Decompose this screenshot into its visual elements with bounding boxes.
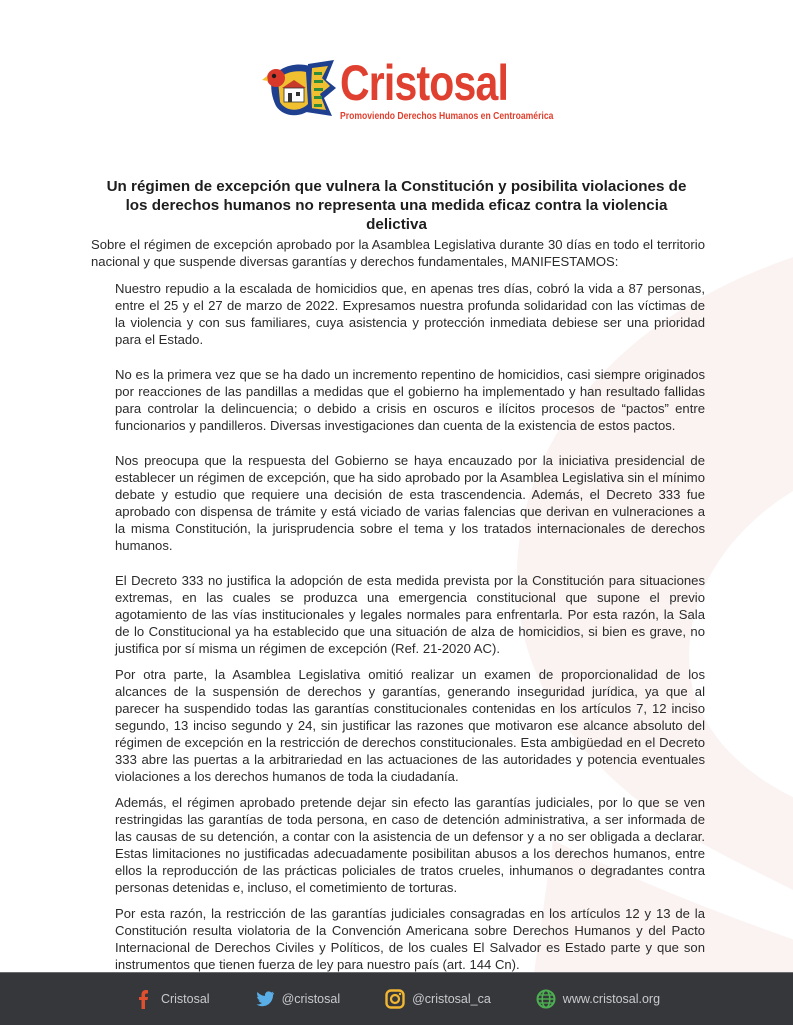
bird-house-logo-icon bbox=[262, 58, 338, 124]
facebook-label: Cristosal bbox=[160, 992, 210, 1006]
twitter-link[interactable] bbox=[254, 988, 341, 1010]
statement-paragraph: Por otra parte, la Asamblea Legislativa omitió realizar un examen de proporcionalidad de los alcances de la suspensión de derechos y garantías, generando inseguridad jurídica, ya que al parecer ha suspendido todas las garantías constitucionales contenidas en los artículos 7, 12 inciso segundo, 13 inciso segundo y 24, sin justificar las razones que motivaron ese alcance absoluto del régimen de excepción en la restricción de derechos constitucionales. Esta ambigüedad en el Decreto 333 abre las puertas a la arbitrariedad en las actuaciones de las autoridades y potencia eventuales violaciones a los derechos humanos de toda la ciudadanía. bbox=[115, 667, 705, 784]
brand-name: Cristosal bbox=[340, 55, 509, 111]
globe-icon bbox=[535, 988, 557, 1010]
statement-paragraph: Nos preocupa que la respuesta del Gobierno se haya encauzado por la iniciativa presidencial de establecer un régimen de excepción, que ha sido aprobado por la Asamblea Legislativa sin el mínimo debate y estudio que requiere una decisión de esta trascendencia. Además, el Decreto 333 fue aprobado con dispensa de trámite y está viciado de varias falencias que derivan en vulneraciones a la misma Constitución, la jurisprudencia sobre el tema y los tratados internacionales de derechos humanos. bbox=[115, 453, 705, 553]
statement-paragraph: Por esta razón, la restricción de las garantías judiciales consagradas en los artículos 12 y 13 de la Constitución resulta violatoria de la Convención Americana sobre Derechos Humanos y del Pacto Internacional de Derechos Civiles y Políticos, de los cuales El Salvador es Estado parte y que son instrumentos que tienen fuerza de ley para nuestro país (art. 144 Cn). bbox=[115, 906, 705, 972]
twitter-label: @cristosal bbox=[281, 992, 341, 1006]
brand-tagline: Promoviendo Derechos Humanos en Centroamérica bbox=[340, 110, 554, 122]
website-label: www.cristosal.org bbox=[562, 992, 661, 1006]
facebook-icon bbox=[133, 988, 155, 1010]
twitter-icon bbox=[254, 988, 276, 1010]
instagram-label: @cristosal_ca bbox=[412, 992, 491, 1006]
instagram-link[interactable] bbox=[384, 988, 491, 1010]
document-title: Un régimen de excepción que vulnera la Constitución y posibilita violaciones de los derechos humanos no representa una medida eficaz contra la violencia delictiva bbox=[106, 178, 687, 234]
document-body bbox=[91, 236, 705, 973]
statement-paragraph: No es la primera vez que se ha dado un incremento repentino de homicidios, casi siempre originados por reacciones de las pandillas a medidas que el gobierno ha implementado y han resultado fallidas para controlar la delincuencia; o debido a crisis en oscuros e ilícitos procesos de “pactos” entre funcionarios y pandilleros. Diversas investigaciones dan cuenta de la existencia de estos pactos. bbox=[115, 367, 705, 433]
website-link[interactable] bbox=[535, 988, 660, 1010]
statement-paragraph: Además, el régimen aprobado pretende dejar sin efecto las garantías judiciales, por lo que se ven restringidas las garantías de toda persona, en caso de detención administrativa, a ser informada de las causas de su detención, a contar con la asistencia de un defensor y a no ser obligada a declarar. Estas limitaciones no justificadas adecuadamente posibilitan abusos a los derechos humanos, entre ellos la reproducción de las prácticas policiales de tratos crueles, inhumanos o degradantes contra personas detenidas e, incluso, el cometimiento de torturas. bbox=[115, 795, 705, 895]
statement-paragraph: El Decreto 333 no justifica la adopción de esta medida prevista por la Constitución para situaciones extremas, en las cuales se produzca una emergencia constitucional que supone el previo agotamiento de las vías institucionales y legales normales para enfrentarla. Por esta razón, la Sala de lo Constitucional ya ha establecido que una situación de alza de homicidios, si bien es grave, no justifica por sí misma un régimen de excepción (Ref. 21-2020 AC). bbox=[115, 573, 705, 656]
cristosal-logo bbox=[262, 55, 554, 128]
intro-paragraph: Sobre el régimen de excepción aprobado por la Asamblea Legislativa durante 30 días en todo el territorio nacional y que suspende diversas garantías y derechos fundamentales, MANIFESTAMOS: bbox=[91, 237, 705, 269]
statement-paragraph: Nuestro repudio a la escalada de homicidios que, en apenas tres días, cobró la vida a 87 personas, entre el 25 y el 27 de marzo de 2022. Expresamos nuestra profunda solidaridad con las víctimas de la violencia y con sus familiares, cuya asistencia y protección inmediata debiese ser una prioridad para el Estado. bbox=[115, 281, 705, 347]
facebook-link[interactable] bbox=[133, 988, 210, 1010]
instagram-icon bbox=[384, 988, 406, 1010]
social-footer bbox=[0, 972, 793, 1025]
